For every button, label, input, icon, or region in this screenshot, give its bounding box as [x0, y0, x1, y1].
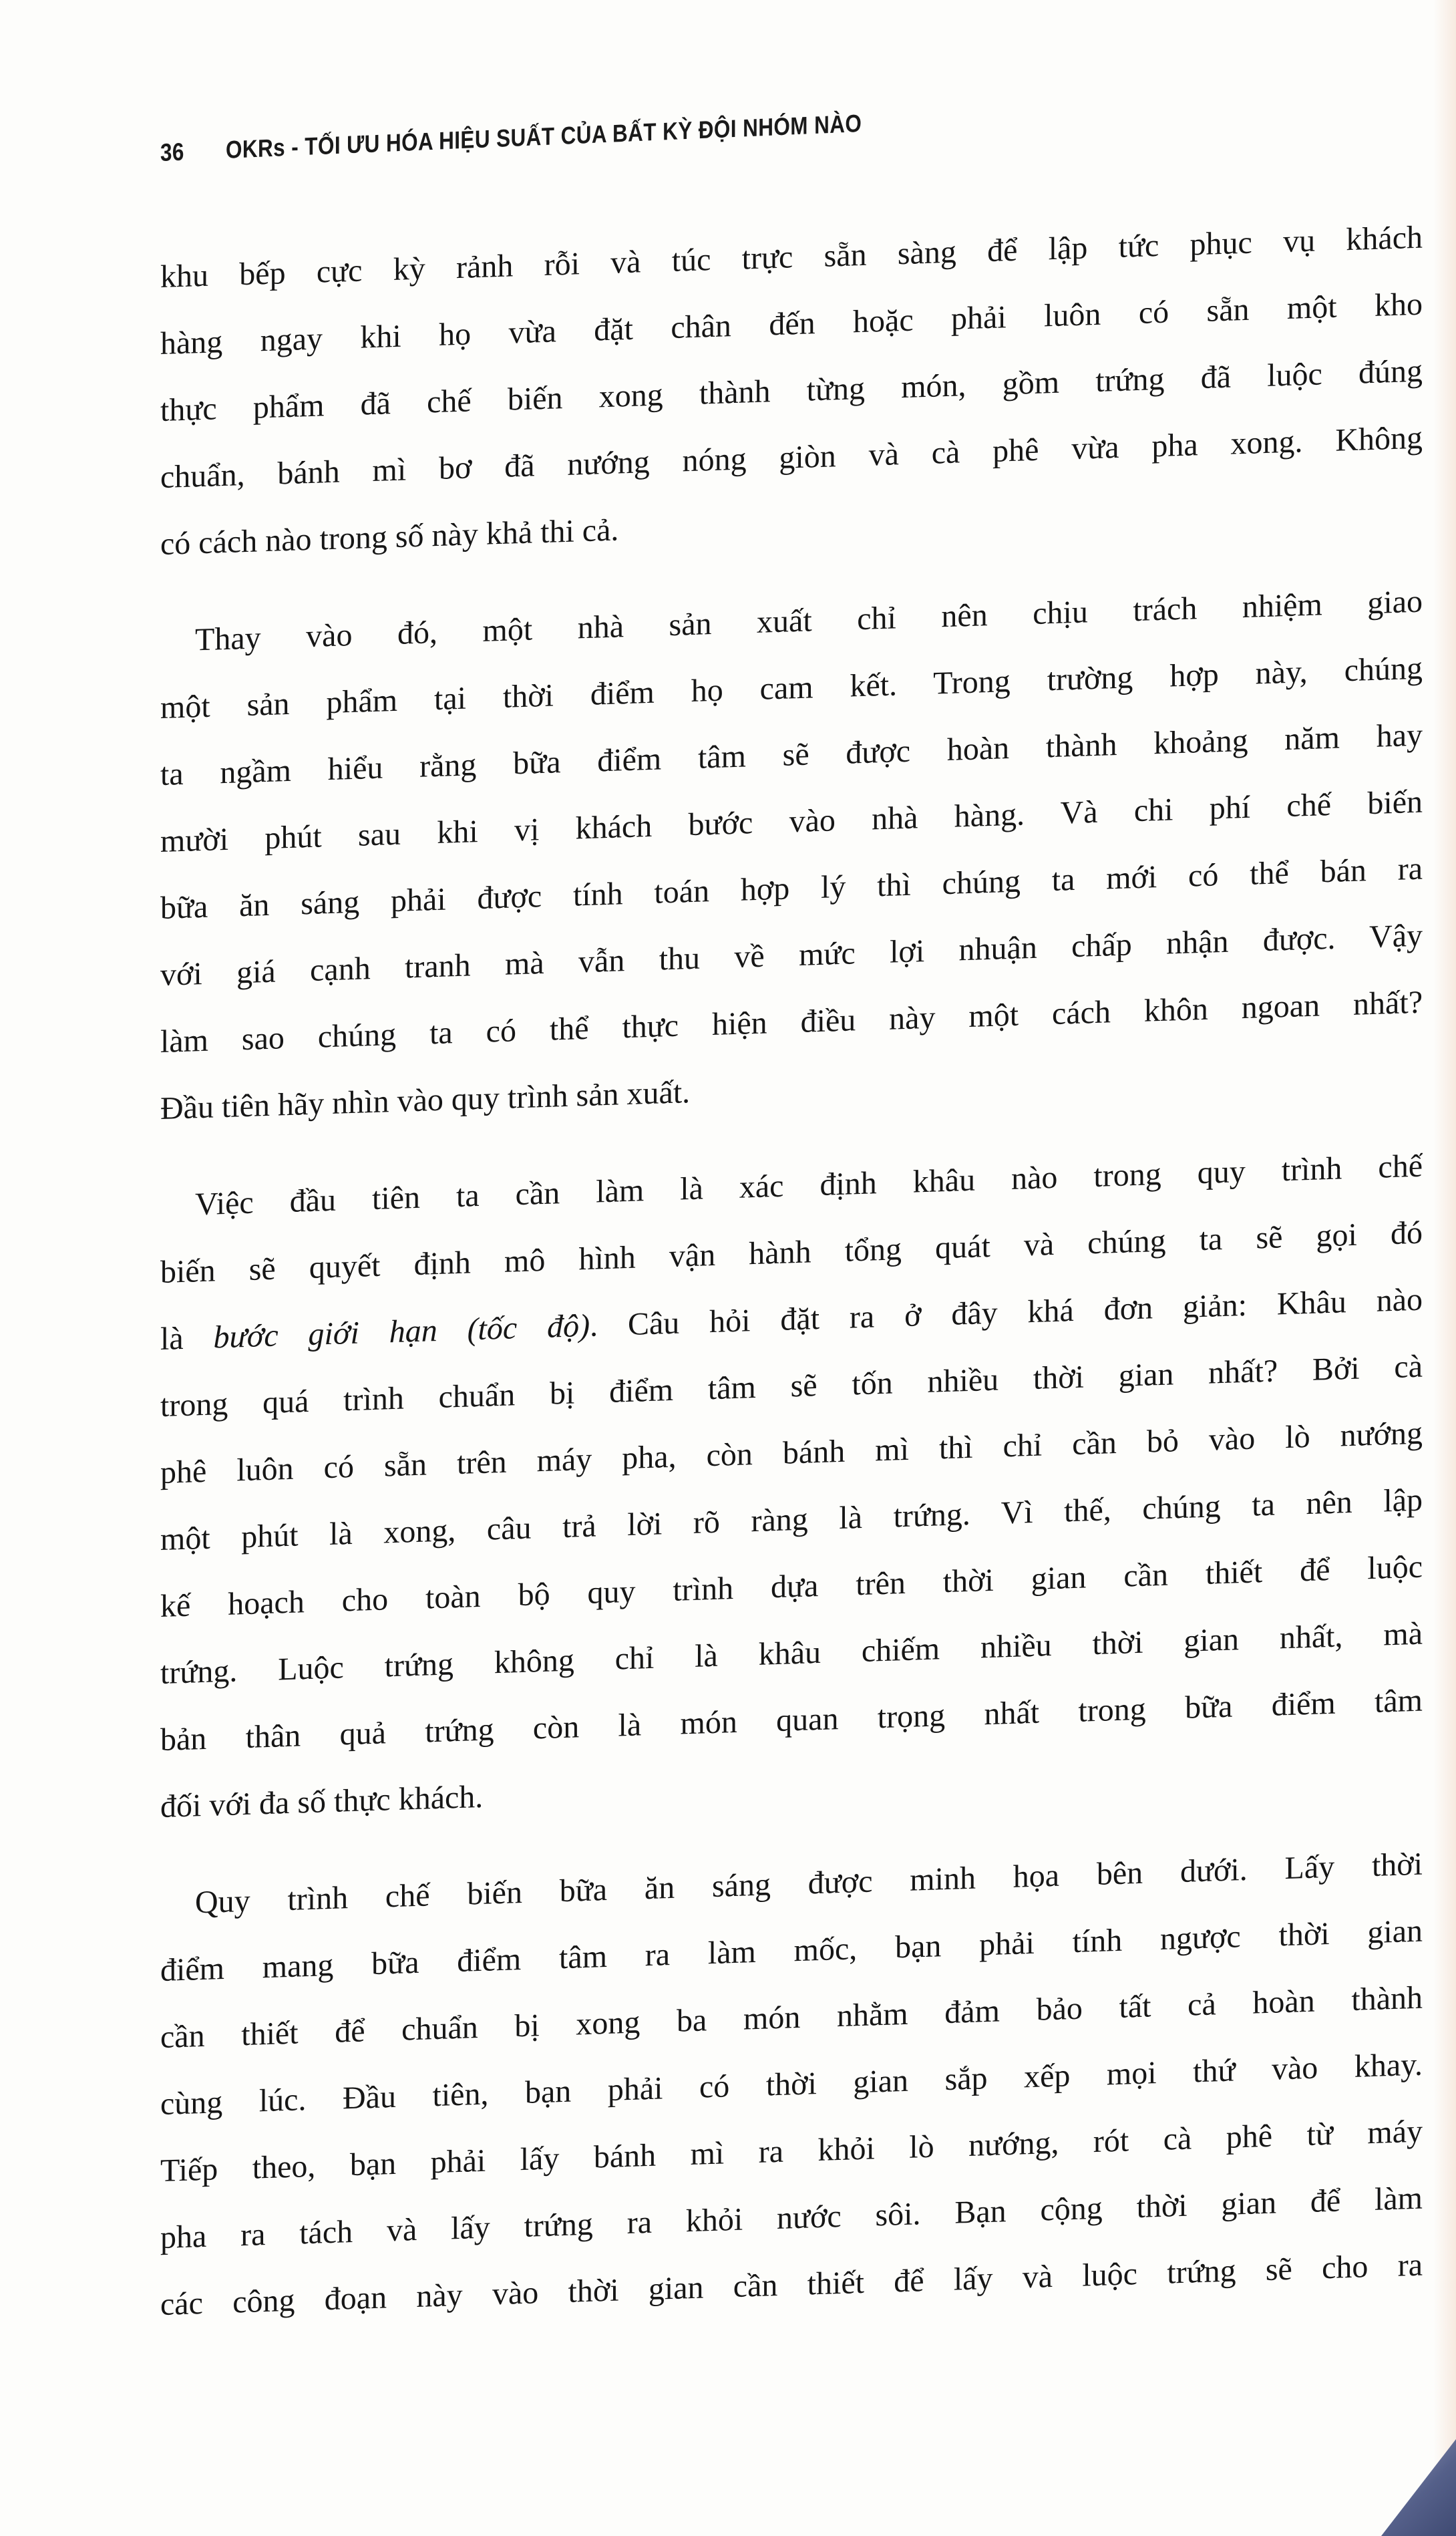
body-line: Việc đầu tiên ta cần làm là xác định khâu nào trong quy trình chế: [195, 1148, 1423, 1223]
body-line: với giá cạnh tranh mà vẫn thu về mức lợi nhuận chấp nhận được. Vậy: [160, 917, 1423, 993]
body-line: hàng ngay khi họ vừa đặt chân đến hoặc phải luôn có sẵn một kho: [160, 286, 1423, 361]
paragraph-2: [160, 569, 1423, 1142]
body-line: ta ngầm hiểu rằng bữa điểm tâm sẽ được hoàn thành khoảng năm hay: [160, 717, 1423, 792]
body-line: bữa ăn sáng phải được tính toán hợp lý thì chúng ta mới có thể bán ra: [160, 850, 1423, 926]
body-line: Tiếp theo, bạn phải lấy bánh mì ra khỏi lò nướng, rót cà phê từ máy: [160, 2113, 1423, 2189]
body-line: chuẩn, bánh mì bơ đã nướng nóng giòn và cà phê vừa pha xong. Không: [160, 420, 1423, 495]
body-line: cần thiết để chuẩn bị xong ba món nhằm đảm bảo tất cả hoàn thành: [160, 1979, 1423, 2055]
body-line: thực phẩm đã chế biến xong thành từng món, gồm trứng đã luộc đúng: [160, 353, 1423, 428]
mixed-line-pre: là: [160, 1319, 214, 1357]
paragraph-4: [160, 1831, 1423, 2338]
body-line: mười phút sau khi vị khách bước vào nhà hàng. Và chi phí chế biến: [160, 784, 1423, 859]
body-line: cùng lúc. Đầu tiên, bạn phải có thời gian sắp xếp mọi thứ vào khay.: [160, 2046, 1423, 2122]
body-line: Quy trình chế biến bữa ăn sáng được minh họa bên dưới. Lấy thời: [195, 1846, 1423, 1921]
body-line: các công đoạn này vào thời gian cần thiết để lấy và luộc trứng sẽ cho ra: [160, 2247, 1423, 2322]
body-line: khu bếp cực kỳ rảnh rỗi và túc trực sẵn sàng để lập tức phục vụ khách: [160, 219, 1423, 295]
body-line: làm sao chúng ta có thể thực hiện điều này một cách khôn ngoan nhất?: [160, 984, 1423, 1060]
body-line: pha ra tách và lấy trứng ra khỏi nước sôi. Bạn cộng thời gian để làm: [160, 2180, 1423, 2255]
body-line: bản thân quả trứng còn là món quan trọng nhất trong bữa điểm tâm: [160, 1682, 1423, 1758]
body-line: trong quá trình chuẩn bị điểm tâm sẽ tốn nhiều thời gian nhất? Bởi cà: [160, 1348, 1423, 1424]
body-line: biến sẽ quyết định mô hình vận hành tổng quát và chúng ta sẽ gọi đó: [160, 1215, 1423, 1290]
paragraph-1: [160, 204, 1423, 578]
body-line: một sản phẩm tại thời điểm họ cam kết. Trong trường hợp này, chúng: [160, 650, 1423, 726]
page-body: [160, 204, 1423, 2338]
running-head-title: OKRs - TỐI ƯU HÓA HIỆU SUẤT CỦA BẤT KỲ ĐỘI NHÓM NÀO: [226, 109, 862, 164]
body-line: một phút là xong, câu trả lời rõ ràng là trứng. Vì thế, chúng ta nên lập: [160, 1482, 1423, 1557]
body-line: trứng. Luộc trứng không chỉ là khâu chiếm nhiều thời gian nhất, mà: [160, 1615, 1423, 1691]
body-line: có cách nào trong số này khả thi cả.: [160, 512, 619, 562]
body-line: kế hoạch cho toàn bộ quy trình dựa trên thời gian cần thiết để luộc: [160, 1549, 1423, 1624]
body-line: điểm mang bữa điểm tâm ra làm mốc, bạn phải tính ngược thời gian: [160, 1913, 1423, 1988]
book-cover-corner: [1381, 2439, 1456, 2536]
mixed-line-post: . Câu hỏi đặt ra ở đây khá đơn giản: Khâu nào: [590, 1281, 1423, 1343]
page-number: 36: [160, 138, 184, 166]
paragraph-3: [160, 1133, 1423, 1841]
body-line: Thay vào đó, một nhà sản xuất chỉ nên chịu trách nhiệm giao: [195, 583, 1423, 658]
page-edge-tint: [1433, 0, 1456, 2536]
running-head: [160, 105, 974, 167]
body-line: Đầu tiên hãy nhìn vào quy trình sản xuất.: [160, 1074, 691, 1126]
body-line: đối với đa số thực khách.: [160, 1778, 484, 1825]
body-line: phê luôn có sẵn trên máy pha, còn bánh mì thì chỉ cần bỏ vào lò nướng: [160, 1415, 1423, 1490]
italic-term: bước giới hạn (tốc độ): [213, 1307, 590, 1356]
